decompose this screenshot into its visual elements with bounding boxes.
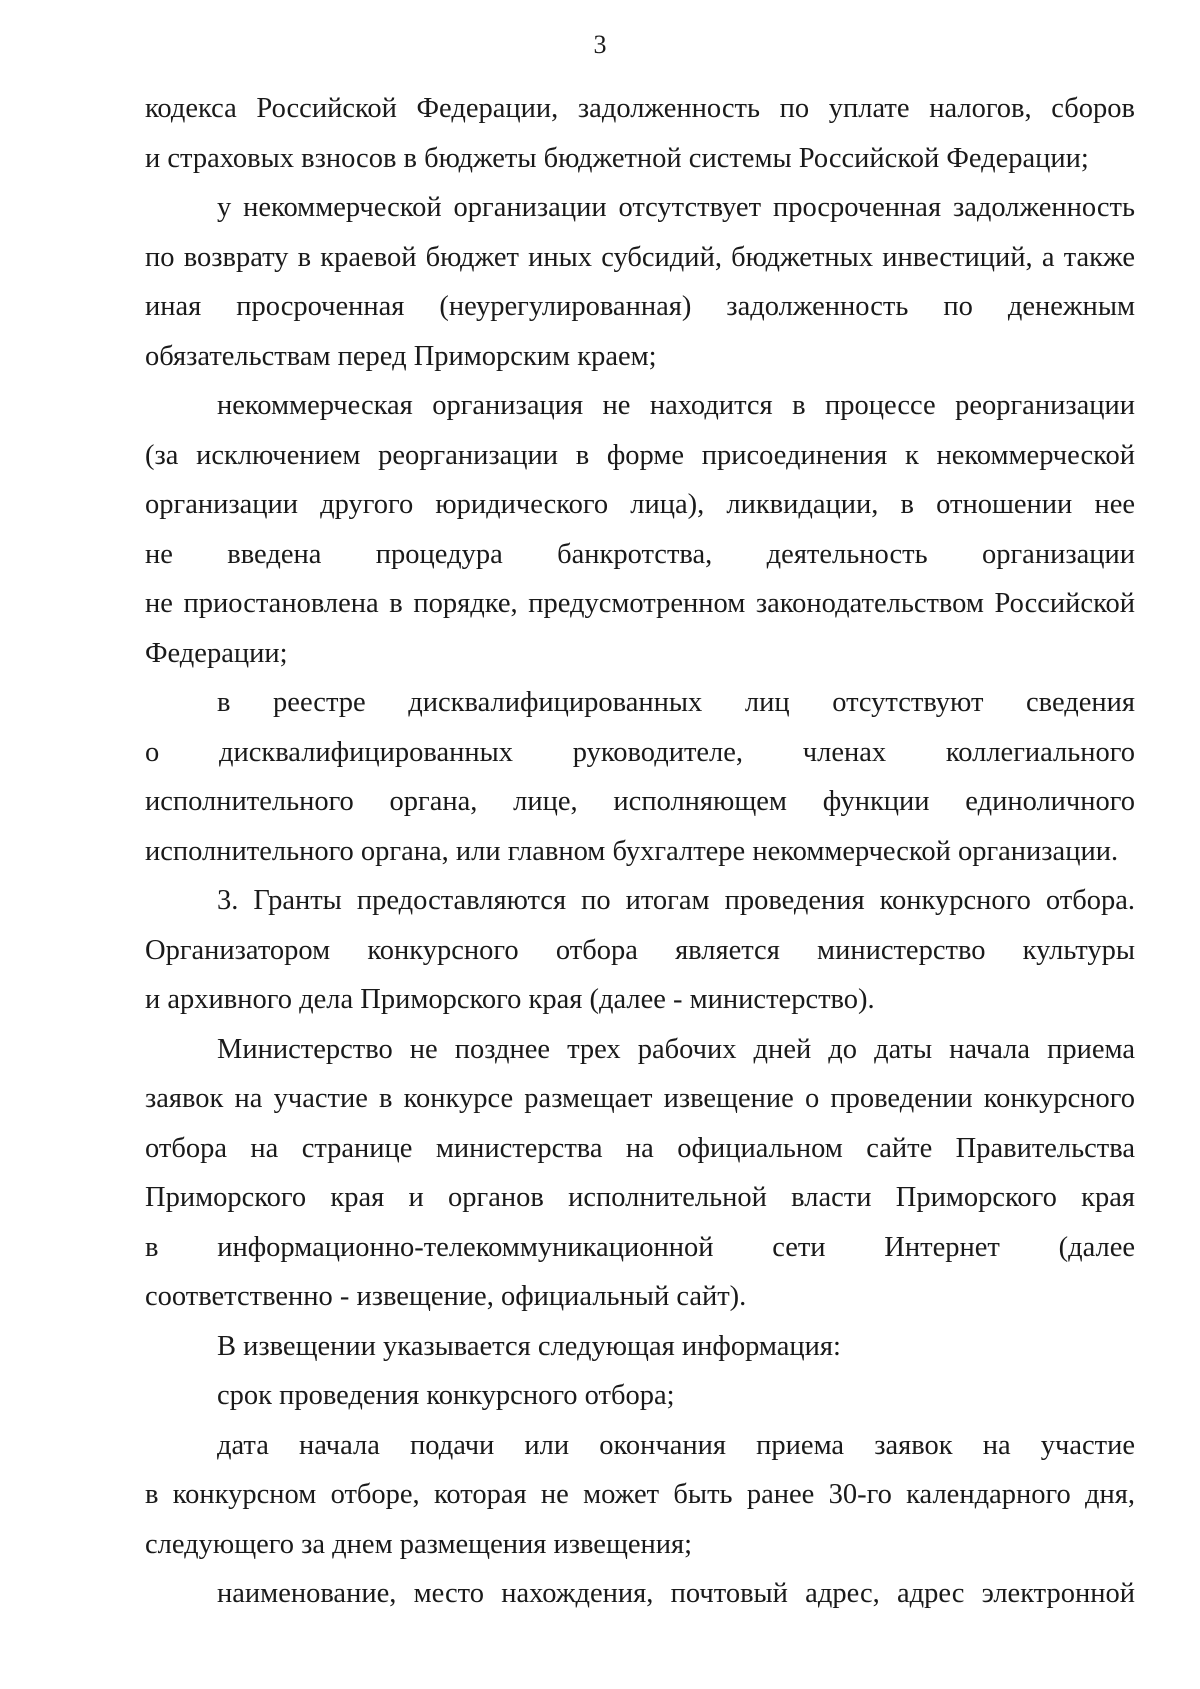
- text-line: срок проведения конкурсного отбора;: [217, 1380, 675, 1411]
- text-line: (за исключением реорганизации в форме присоединения к некоммерческой: [145, 439, 1135, 471]
- text-line: В извещении указывается следующая информация:: [217, 1330, 841, 1362]
- text-line: кодекса Российской Федерации, задолженность по уплате налогов, сборов: [145, 93, 1135, 124]
- text-line: и страховых взносов в бюджеты бюджетной системы Российской Федерации;: [145, 142, 1089, 174]
- text-line: в информационно-телекоммуникационной сети Интернет (далее: [145, 1231, 1135, 1263]
- text-line: Приморского края и органов исполнительной власти Приморского края: [145, 1182, 1135, 1213]
- text-line: иная просроченная (неурегулированная) задолженность по денежным: [145, 291, 1135, 322]
- text-line: дата начала подачи или окончания приема заявок на участие: [217, 1429, 1135, 1461]
- text-line: исполнительного органа, лице, исполняющем функции единоличного: [145, 786, 1135, 817]
- page-number: 3: [593, 30, 607, 59]
- text-line: в конкурсном отборе, которая не может быть ранее 30-го календарного дня,: [145, 1479, 1135, 1510]
- text-line: и архивного дела Приморского края (далее - министерство).: [145, 984, 875, 1015]
- text-line: отбора на странице министерства на официальном сайте Правительства: [145, 1132, 1135, 1164]
- text-line: заявок на участие в конкурсе размещает извещение о проведении конкурсного: [145, 1083, 1135, 1114]
- text-line: соответственно - извещение, официальный сайт).: [145, 1281, 747, 1312]
- text-line: некоммерческая организация не находится в процессе реорганизации: [217, 390, 1135, 421]
- text-line: Федерации;: [145, 637, 288, 669]
- text-line: у некоммерческой организации отсутствует просроченная задолженность: [217, 192, 1135, 223]
- text-line: исполнительного органа, или главном бухгалтере некоммерческой организации.: [145, 835, 1119, 867]
- document-body-text: [145, 84, 1135, 1619]
- text-line: в реестре дисквалифицированных лиц отсутствуют сведения: [217, 687, 1135, 718]
- text-line: не введена процедура банкротства, деятельность организации: [145, 538, 1135, 570]
- text-line: 3. Гранты предоставляются по итогам проведения конкурсного отбора.: [217, 885, 1135, 916]
- text-line: по возврату в краевой бюджет иных субсидий, бюджетных инвестиций, а также: [145, 241, 1135, 273]
- text-line: обязательствам перед Приморским краем;: [145, 340, 657, 372]
- text-line: о дисквалифицированных руководителе, членах коллегиального: [145, 736, 1135, 768]
- text-line: следующего за днем размещения извещения;: [145, 1528, 693, 1560]
- text-line: Министерство не позднее трех рабочих дней до даты начала приема: [217, 1033, 1135, 1065]
- text-line: организации другого юридического лица), ликвидации, в отношении нее: [145, 489, 1135, 520]
- text-line: не приостановлена в порядке, предусмотренном законодательством Российской: [145, 588, 1135, 619]
- text-line: Организатором конкурсного отбора является министерство культуры: [145, 934, 1135, 966]
- text-line: наименование, место нахождения, почтовый адрес, адрес электронной: [217, 1578, 1135, 1609]
